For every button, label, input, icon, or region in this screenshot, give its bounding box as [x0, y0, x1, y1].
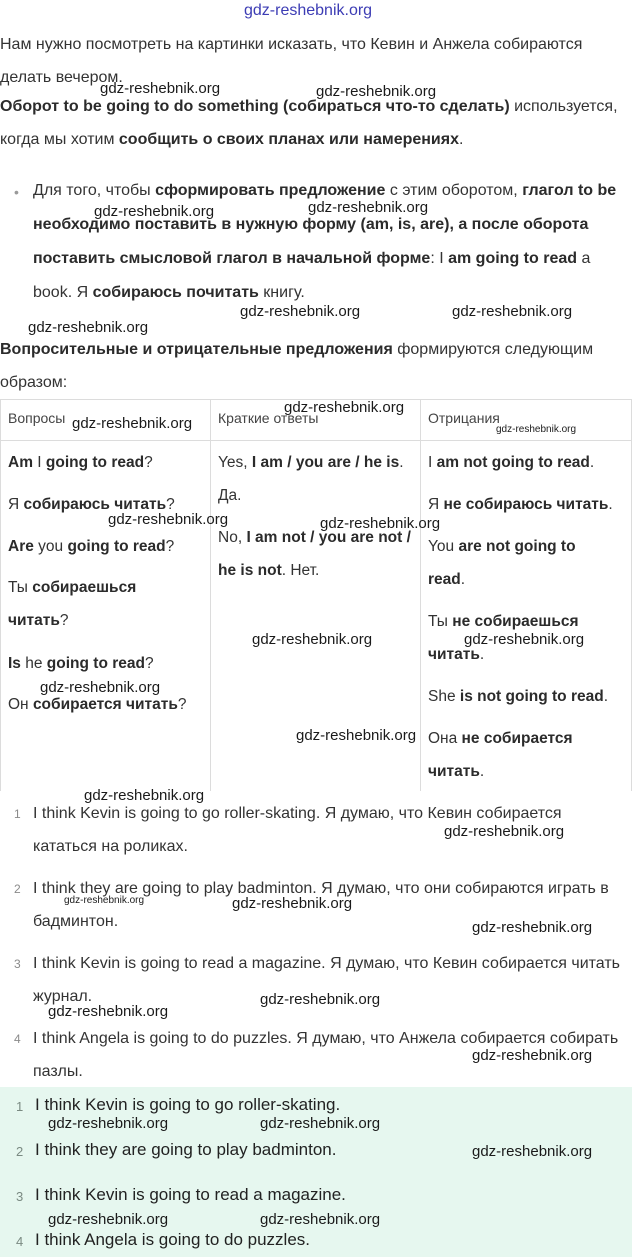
n-row-6	[428, 722, 588, 788]
n-row-3	[428, 530, 598, 596]
watermark: gdz-reshebnik.org	[252, 631, 373, 648]
a3-b1: I am not / you are not / he is not	[218, 529, 411, 579]
watermark: gdz-reshebnik.org	[48, 1211, 169, 1228]
intro-line-2: делать вечером.	[0, 69, 123, 86]
watermark: gdz-reshebnik.org	[64, 895, 145, 906]
watermark: gdz-reshebnik.org	[452, 303, 573, 320]
list-item: I think Kevin is going to go roller-skating. Я думаю, что Кевин собирается кататься на роликах.	[33, 805, 562, 855]
q1-t1: I	[32, 454, 46, 471]
bullet-t2: с этим оборотом,	[385, 182, 523, 199]
n-row-2	[428, 488, 626, 521]
list-number: 4	[14, 1032, 21, 1046]
list-number: 2	[14, 882, 21, 896]
a1-t1: Yes,	[218, 454, 252, 471]
q3-t2: ?	[165, 538, 175, 555]
list-number: 3	[14, 957, 21, 971]
watermark: gdz-reshebnik.org	[444, 823, 565, 840]
watermark: gdz-reshebnik.org	[260, 1211, 381, 1228]
n-row-5	[428, 680, 626, 713]
n1-t2: .	[589, 454, 595, 471]
rule-line2-end: .	[459, 131, 464, 148]
bullet-paragraph	[33, 174, 623, 310]
n3-t2: .	[460, 571, 466, 588]
n-row-1	[428, 446, 626, 479]
a-row-2: Да.	[218, 487, 242, 504]
bullet-b4: собираюсь почитать	[92, 284, 259, 301]
watermark: gdz-reshebnik.org	[284, 399, 405, 416]
q4-b1: собираешься читать	[8, 579, 137, 629]
q4-t2: ?	[59, 612, 69, 629]
n1-b1: am not going to read	[436, 454, 590, 471]
answer-number: 1	[16, 1099, 24, 1114]
a1-t2: .	[399, 454, 404, 471]
n4-t2: .	[479, 646, 485, 663]
bullet-b3: am going to read	[448, 250, 578, 267]
watermark: gdz-reshebnik.org	[84, 787, 205, 804]
n6-t2: .	[479, 763, 485, 780]
n5-t2: .	[603, 688, 609, 705]
bullet-t4: a book. Я	[33, 250, 591, 301]
intro-text	[0, 28, 628, 94]
watermark: gdz-reshebnik.org	[472, 1047, 593, 1064]
a1-b1: I am / you are / he is	[251, 454, 400, 471]
n4-t1: Ты	[428, 613, 453, 630]
watermark: gdz-reshebnik.org	[72, 415, 193, 432]
list-item: I think they are going to play badminton. Я думаю, что они собираются играть в бадминтон.	[33, 880, 609, 930]
q-row-4	[8, 571, 168, 637]
watermark: gdz-reshebnik.org	[316, 83, 437, 100]
n2-t2: .	[608, 496, 613, 513]
watermark: gdz-reshebnik.org	[496, 424, 577, 435]
q-row-1	[8, 446, 204, 479]
list-item: I think Kevin is going to read a magazine. Я думаю, что Кевин собирается читать журнал.	[33, 955, 621, 1005]
q2-t1: Я	[8, 496, 24, 513]
answer-number: 4	[16, 1234, 24, 1249]
watermark: gdz-reshebnik.org	[472, 1143, 593, 1160]
watermark: gdz-reshebnik.org	[100, 80, 221, 97]
watermark: gdz-reshebnik.org	[48, 1003, 169, 1020]
a-row-1	[218, 446, 414, 479]
list-item: I think Angela is going to do puzzles. Я думаю, что Анжела собирается собирать пазлы.	[33, 1030, 619, 1080]
bullet-dot: •	[14, 184, 19, 200]
q6-t1: Он	[8, 696, 33, 713]
answer-item: I think they are going to play badminton.	[35, 1140, 337, 1159]
n1-t1: I	[428, 454, 437, 471]
rule-line2-bold: сообщить о своих планах или намерениях	[118, 131, 459, 148]
rule-text: используется,	[509, 98, 618, 115]
watermark: gdz-reshebnik.org	[464, 631, 585, 648]
q6-b1: собирается читать	[32, 696, 178, 713]
watermark: gdz-reshebnik.org	[40, 679, 161, 696]
rule-line2-text: когда мы хотим	[0, 131, 119, 148]
watermark: gdz-reshebnik.org	[48, 1115, 169, 1132]
n3-t1: You	[428, 538, 459, 555]
q3-b2: going to read	[67, 538, 166, 555]
watermark: gdz-reshebnik.org	[232, 895, 353, 912]
q5-t2: ?	[144, 655, 154, 672]
table-header-short-answers: Краткие ответы	[218, 410, 319, 426]
bullet-t1: Для того, чтобы	[33, 182, 156, 199]
bullet-t5: книгу.	[258, 284, 305, 301]
watermark: gdz-reshebnik.org	[320, 515, 441, 532]
q2-t2: ?	[166, 496, 175, 513]
watermark: gdz-reshebnik.org	[296, 727, 417, 744]
watermark: gdz-reshebnik.org	[108, 511, 229, 528]
q5-t1: he	[20, 655, 47, 672]
answer-item: I think Angela is going to do puzzles.	[35, 1230, 311, 1249]
answer-item: I think Kevin is going to go roller-skating.	[35, 1095, 341, 1114]
answer-number: 3	[16, 1189, 24, 1204]
n2-b1: не собираюсь читать	[443, 496, 609, 513]
q2-b1: собираюсь читать	[23, 496, 167, 513]
q1-b2: going to read	[45, 454, 145, 471]
q-row-5	[8, 647, 204, 680]
n3-b1: are not going to read	[428, 538, 576, 588]
table-header-questions: Вопросы	[8, 410, 66, 426]
watermark: gdz-reshebnik.org	[260, 991, 381, 1008]
q4-t1: Ты	[8, 579, 33, 596]
watermark: gdz-reshebnik.org	[28, 319, 149, 336]
bullet-b2: глагол to be необходимо поставить в нужную форму (am, is, are), а после оборота поставить смысловой глагол в начальной форме	[33, 182, 617, 267]
answer-number: 2	[16, 1144, 24, 1159]
q3-b1: Are	[8, 538, 34, 555]
answers-block	[0, 1087, 632, 1257]
n4-b1: не собираешься читать	[428, 613, 579, 663]
site-watermark-header: gdz-reshebnik.org	[244, 2, 373, 19]
watermark: gdz-reshebnik.org	[260, 1115, 381, 1132]
a3-t2: . Нет.	[281, 562, 320, 579]
n6-t1: Она	[428, 730, 462, 747]
rule-paragraph	[0, 90, 628, 156]
watermark: gdz-reshebnik.org	[240, 303, 361, 320]
intro-line-1: Нам нужно посмотреть на картинки исказать, что Кевин и Анжела собираются	[0, 36, 583, 53]
n5-b1: is not going to read	[459, 688, 604, 705]
questions-intro	[0, 333, 628, 399]
table-header-negatives: Отрицания	[428, 410, 500, 426]
q1-t2: ?	[144, 454, 153, 471]
q-row-3	[8, 530, 204, 563]
q5-b1: Is	[8, 655, 21, 672]
bullet-t3: : I	[430, 250, 449, 267]
watermark: gdz-reshebnik.org	[308, 199, 429, 216]
a3-t1: No,	[218, 529, 247, 546]
n6-b1: не собирается читать	[428, 730, 573, 780]
n2-t1: Я	[428, 496, 444, 513]
q3-t1: you	[33, 538, 68, 555]
q5-b2: going to read	[46, 655, 145, 672]
questions-intro-text: формируются следующим образом:	[0, 341, 594, 391]
q1-b1: Am	[8, 454, 33, 471]
list-number: 1	[14, 807, 21, 821]
watermark: gdz-reshebnik.org	[94, 203, 215, 220]
bullet-b1: сформировать предложение	[155, 182, 386, 199]
q6-t2: ?	[177, 696, 187, 713]
questions-intro-bold: Вопросительные и отрицательные предложения	[0, 341, 393, 358]
rule-bold: Оборот to be going to do something (собираться что-то сделать)	[0, 98, 510, 115]
answer-item: I think Kevin is going to read a magazine.	[35, 1185, 346, 1204]
watermark: gdz-reshebnik.org	[472, 919, 593, 936]
n5-t1: She	[428, 688, 460, 705]
